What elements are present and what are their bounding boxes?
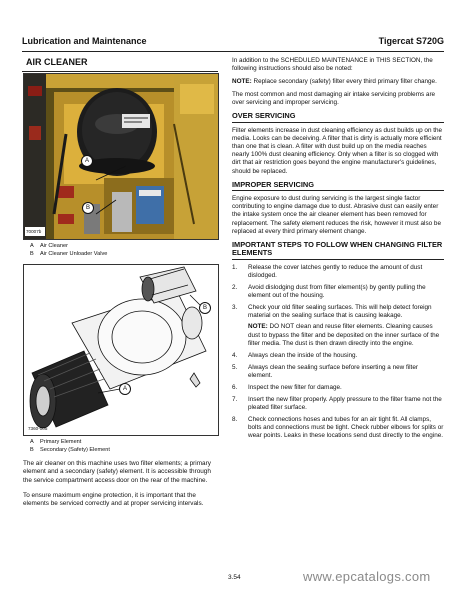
paragraph: The most common and most damaging air intake servicing problems are over servicing and improper servicing.	[232, 91, 436, 107]
right-column	[232, 57, 444, 445]
page-header	[22, 36, 444, 50]
legend-item: A Air Cleaner	[30, 243, 68, 249]
left-body-text	[23, 460, 219, 515]
paragraph: The air cleaner on this machine uses two filter elements; a primary element and a secondary (safety) element. It is accessible through the service compartment access door on the rear of the machine.	[23, 460, 211, 484]
heading-rule	[232, 259, 444, 260]
heading-rule	[232, 190, 444, 191]
callout-b: B	[199, 302, 211, 314]
note-label: NOTE:	[248, 323, 268, 331]
over-servicing-heading: OVER SERVICING	[232, 111, 296, 121]
figure-code: 7360-005	[28, 426, 48, 431]
paragraph: To ensure maximum engine protection, it is important that the elements be serviced correctly and at proper servicing intervals.	[23, 491, 204, 508]
engine-compartment-illustration	[24, 74, 219, 240]
section-rule	[22, 71, 218, 72]
list-item: 7. Insert the new filter properly. Apply pressure to the filter frame not the pleated filter surface.	[232, 396, 442, 412]
list-item: 3. Check your old filter sealing surfaces. This will help detect foreign material on the sealing surface that is causing leakage. NOTE: DO NOT clean and reuse filter elements. Cleaning causes dust to bypass the filter and be deposited on the inner surface of the filter media. The dust is then drawn directly into the engine.	[232, 304, 444, 347]
page-number: 3.54	[228, 574, 241, 581]
note-paragraph: NOTE: Replace secondary (safety) filter every third primary filter change.	[232, 78, 437, 86]
header-rule	[22, 51, 444, 52]
legend-item: B Secondary (Safety) Element	[30, 447, 110, 453]
list-item: 8. Check connections hoses and tubes for an air tight fit. All clamps, bolts and connections must be tight. Check rubber elbows for splits or wear points. Leaks in these locations send dust directly to the engine.	[232, 416, 444, 440]
header-model: Tigercat S720G	[378, 36, 444, 46]
filter-elements-diagram	[23, 264, 219, 436]
legend-item: B Air Cleaner Unloader Valve	[30, 251, 108, 257]
steps-heading: IMPORTANT STEPS TO FOLLOW WHEN CHANGING FILTER ELEMENTS	[232, 239, 443, 258]
watermark: www.epcatalogs.com	[303, 569, 431, 584]
engine-compartment-photo	[23, 73, 219, 240]
improper-servicing-heading: IMPROPER SERVICING	[232, 179, 314, 189]
figure1-legend	[30, 242, 107, 258]
figure-code: 70007b	[26, 229, 42, 234]
section-title: AIR CLEANER	[26, 57, 88, 67]
list-item: 1. Release the cover latches gently to reduce the amount of dust dislodged.	[232, 263, 423, 279]
intro-paragraph: In addition to the SCHEDULED MAINTENANCE in THIS SECTION, the following instructions should also be noted:	[232, 57, 433, 73]
figure2-legend	[30, 438, 110, 454]
note-label: NOTE:	[232, 78, 252, 86]
callout-a: A	[81, 155, 93, 167]
callout-a: A	[119, 383, 131, 395]
note-paragraph: NOTE: DO NOT clean and reuse filter elements. Cleaning causes dust to bypass the filter and be deposited on the inner surface of the filter media. The dust is then drawn directly into the engine.	[248, 323, 440, 347]
paragraph: Engine exposure to dust during servicing is the largest single factor contributing to engine damage due to dust. Abrasive dust can easily enter the intake system once the air cleaner element has been removed for replacement. The safety element reduces the risk, however it must also be replaced at every third primary element change.	[232, 195, 441, 235]
steps-list	[232, 264, 444, 441]
list-item: 5. Always clean the sealing surface before inserting a new filter element.	[232, 363, 418, 379]
list-item: 2. Avoid dislodging dust from filter element(s) by gently pulling the element out of the housing.	[232, 284, 426, 300]
list-item: 6. Inspect the new filter for damage.	[232, 384, 342, 391]
heading-rule	[232, 122, 444, 123]
header-section-title: Lubrication and Maintenance	[22, 36, 147, 46]
callout-b: B	[82, 202, 94, 214]
legend-item: A Primary Element	[30, 439, 82, 445]
paragraph: Filter elements increase in dust cleaning efficiency as dust builds up on the media. Looks can be deceiving. A filter that is dirty is actually more efficient than one that is clean. A filter with dust build up on the media reaches nearly 100% dust cleaning efficiency. Only when a filter is so clogged with dirt that air restriction goes beyond the engine manufacturer's guidelines, should be replaced.	[232, 127, 443, 175]
list-item: 4. Always clean the inside of the housing.	[232, 351, 358, 359]
filter-elements-illustration	[24, 265, 219, 436]
